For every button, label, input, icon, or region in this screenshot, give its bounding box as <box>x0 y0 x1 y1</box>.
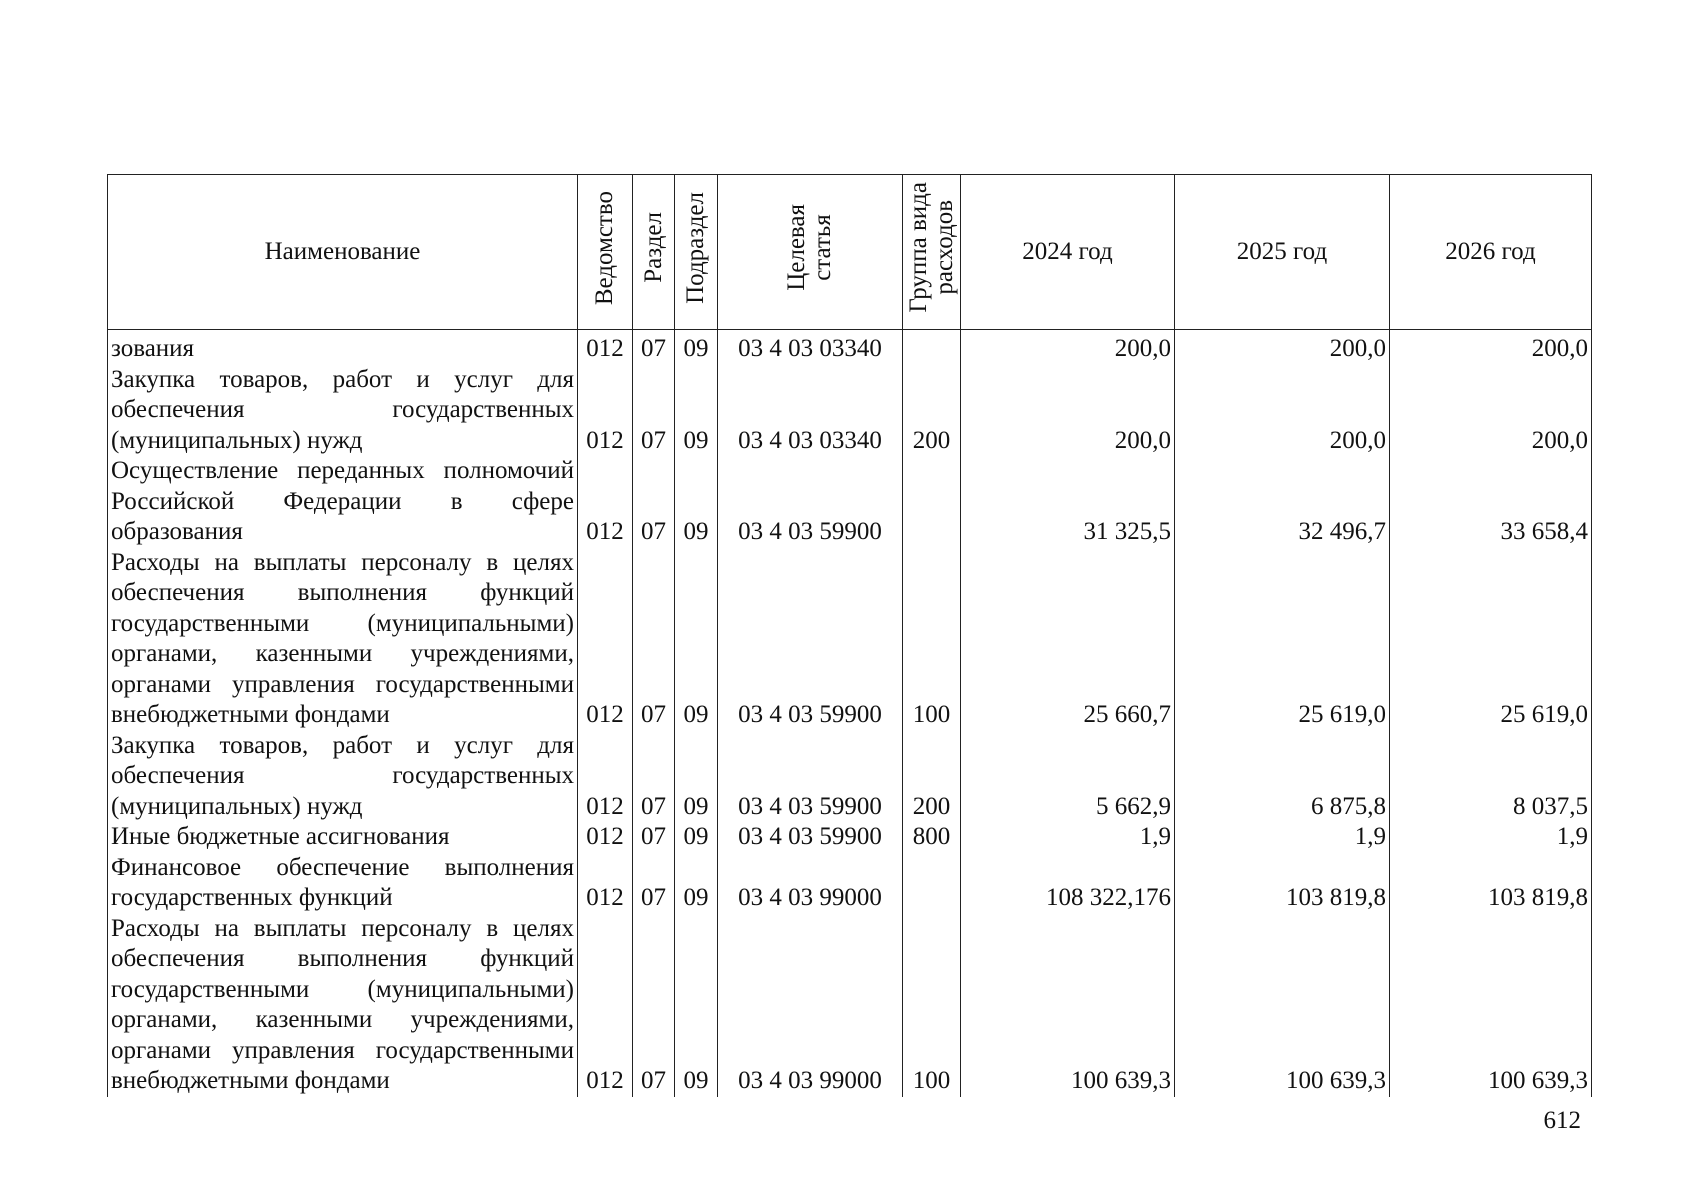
row-subsection-cell: 09 <box>675 365 718 457</box>
row-2026-value: 100 639,3 <box>1390 914 1592 1097</box>
row-2024-value: 100 639,3 <box>961 914 1175 1097</box>
row-target-item-cell: 03 4 03 59900 <box>718 731 903 823</box>
row-expense-group-cell: 100 <box>903 548 961 731</box>
row-expense-group-cell: 200 <box>903 365 961 457</box>
row-expense-group-cell <box>903 456 961 548</box>
row-name-cell: Осуществление переданных полномочий Российской Федерации в сфере образования <box>108 456 578 548</box>
row-subsection-cell: 09 <box>675 822 718 853</box>
row-department-cell: 012 <box>578 330 633 365</box>
header-expense-group: Группа вида расходов <box>903 175 961 330</box>
row-2024-value: 5 662,9 <box>961 731 1175 823</box>
row-department-cell: 012 <box>578 548 633 731</box>
header-target-item: Целевая статья <box>718 175 903 330</box>
row-subsection-cell: 09 <box>675 914 718 1097</box>
row-target-item-cell: 03 4 03 03340 <box>718 365 903 457</box>
row-target-item-cell: 03 4 03 99000 <box>718 853 903 914</box>
row-2024-value: 31 325,5 <box>961 456 1175 548</box>
header-subsection: Подраздел <box>675 175 718 330</box>
row-2024-value: 1,9 <box>961 822 1175 853</box>
row-2026-value: 25 619,0 <box>1390 548 1592 731</box>
row-target-item-cell: 03 4 03 59900 <box>718 548 903 731</box>
row-2024-value: 25 660,7 <box>961 548 1175 731</box>
row-name-cell: Финансовое обеспечение выполнения государственных функций <box>108 853 578 914</box>
row-subsection-cell: 09 <box>675 456 718 548</box>
row-name-cell: Расходы на выплаты персоналу в целях обеспечения выполнения функций государственными (муниципальными) органами, казенными учреждениями, органами управления государственными внебюджетными фондами <box>108 548 578 731</box>
row-target-item-cell: 03 4 03 59900 <box>718 822 903 853</box>
row-2025-value: 200,0 <box>1175 330 1390 365</box>
row-name-cell: Расходы на выплаты персоналу в целях обеспечения выполнения функций государственными (муниципальными) органами, казенными учреждениями, органами управления государственными внебюджетными фондами <box>108 914 578 1097</box>
row-2025-value: 100 639,3 <box>1175 914 1390 1097</box>
table-row <box>108 822 1592 853</box>
row-name-cell: Закупка товаров, работ и услуг для обеспечения государственных (муниципальных) нужд <box>108 731 578 823</box>
table-row <box>108 853 1592 914</box>
table-row <box>108 914 1592 1097</box>
row-expense-group-cell <box>903 330 961 365</box>
table-row <box>108 456 1592 548</box>
table-row <box>108 731 1592 823</box>
row-2025-value: 200,0 <box>1175 365 1390 457</box>
table-row <box>108 330 1592 365</box>
row-section-cell: 07 <box>633 914 675 1097</box>
row-section-cell: 07 <box>633 731 675 823</box>
row-department-cell: 012 <box>578 456 633 548</box>
row-2026-value: 33 658,4 <box>1390 456 1592 548</box>
header-department: Ведомство <box>578 175 633 330</box>
table-row <box>108 548 1592 731</box>
page-number: 612 <box>1543 1107 1581 1134</box>
row-subsection-cell: 09 <box>675 548 718 731</box>
header-year-2024: 2024 год <box>961 175 1175 330</box>
row-expense-group-cell: 100 <box>903 914 961 1097</box>
row-section-cell: 07 <box>633 853 675 914</box>
row-subsection-cell: 09 <box>675 853 718 914</box>
row-name-cell: зования <box>108 330 578 365</box>
row-expense-group-cell: 200 <box>903 731 961 823</box>
row-section-cell: 07 <box>633 365 675 457</box>
header-name: Наименование <box>108 175 578 330</box>
row-section-cell: 07 <box>633 548 675 731</box>
row-department-cell: 012 <box>578 731 633 823</box>
row-section-cell: 07 <box>633 330 675 365</box>
row-2025-value: 103 819,8 <box>1175 853 1390 914</box>
row-section-cell: 07 <box>633 456 675 548</box>
header-year-2026: 2026 год <box>1390 175 1592 330</box>
header-section: Раздел <box>633 175 675 330</box>
row-2026-value: 1,9 <box>1390 822 1592 853</box>
row-2026-value: 8 037,5 <box>1390 731 1592 823</box>
row-department-cell: 012 <box>578 822 633 853</box>
table-header <box>108 175 1592 330</box>
table-body <box>108 330 1592 1097</box>
row-subsection-cell: 09 <box>675 330 718 365</box>
row-2025-value: 32 496,7 <box>1175 456 1390 548</box>
row-2026-value: 200,0 <box>1390 330 1592 365</box>
row-2026-value: 103 819,8 <box>1390 853 1592 914</box>
row-expense-group-cell <box>903 853 961 914</box>
row-2026-value: 200,0 <box>1390 365 1592 457</box>
row-2025-value: 1,9 <box>1175 822 1390 853</box>
row-2024-value: 200,0 <box>961 330 1175 365</box>
row-target-item-cell: 03 4 03 03340 <box>718 330 903 365</box>
row-2025-value: 25 619,0 <box>1175 548 1390 731</box>
row-2024-value: 108 322,176 <box>961 853 1175 914</box>
table-row <box>108 365 1592 457</box>
budget-table <box>107 174 1592 1097</box>
row-2024-value: 200,0 <box>961 365 1175 457</box>
row-name-cell: Иные бюджетные ассигнования <box>108 822 578 853</box>
row-subsection-cell: 09 <box>675 731 718 823</box>
row-expense-group-cell: 800 <box>903 822 961 853</box>
row-section-cell: 07 <box>633 822 675 853</box>
row-department-cell: 012 <box>578 853 633 914</box>
row-name-cell: Закупка товаров, работ и услуг для обеспечения государственных (муниципальных) нужд <box>108 365 578 457</box>
row-target-item-cell: 03 4 03 99000 <box>718 914 903 1097</box>
header-year-2025: 2025 год <box>1175 175 1390 330</box>
row-department-cell: 012 <box>578 365 633 457</box>
row-2025-value: 6 875,8 <box>1175 731 1390 823</box>
row-target-item-cell: 03 4 03 59900 <box>718 456 903 548</box>
row-department-cell: 012 <box>578 914 633 1097</box>
